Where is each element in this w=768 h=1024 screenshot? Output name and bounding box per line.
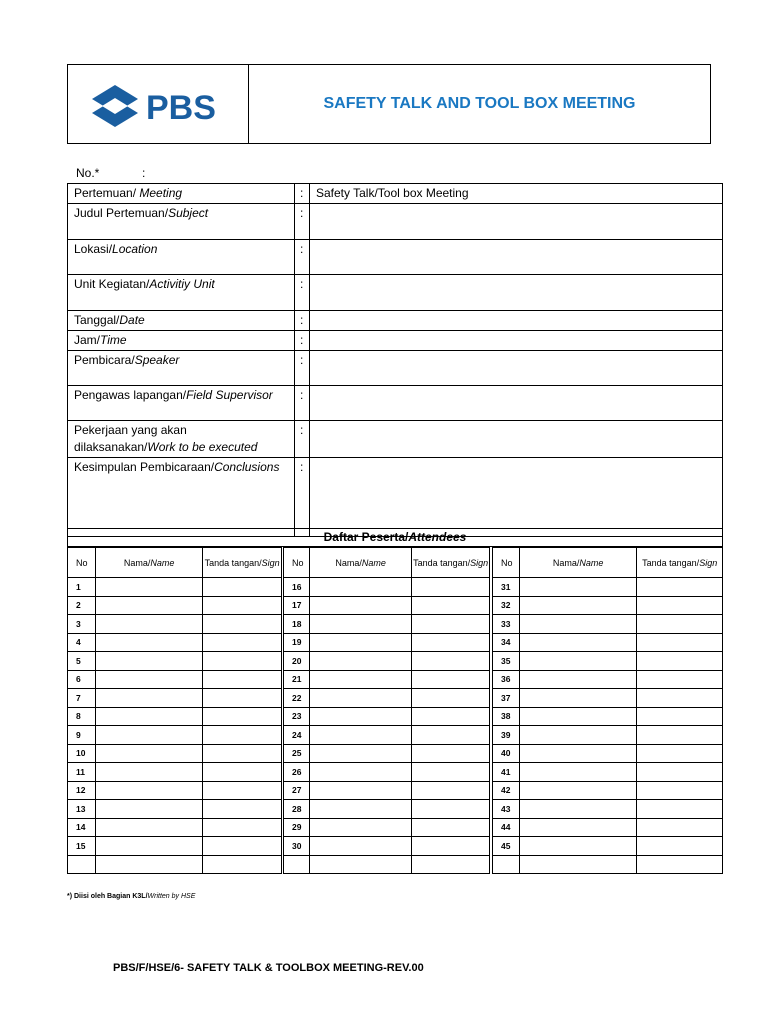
attendee-name-field[interactable] bbox=[309, 744, 411, 763]
footnote-prefix: *) Diisi oleh Bagian K3L/ bbox=[67, 893, 148, 900]
attendee-number: 17 bbox=[284, 596, 310, 615]
attendee-row bbox=[68, 726, 282, 745]
attendees-table-1 bbox=[67, 547, 282, 874]
attendee-name-field[interactable] bbox=[519, 596, 636, 615]
attendee-name-field[interactable] bbox=[309, 763, 411, 782]
attendee-row bbox=[68, 855, 282, 874]
meeting-info-table bbox=[67, 183, 723, 537]
info-label-id: Kesimpulan Pembicaraan/ bbox=[74, 460, 215, 474]
attendee-name-field[interactable] bbox=[309, 652, 411, 671]
attendee-name-field[interactable] bbox=[519, 781, 636, 800]
attendee-row bbox=[284, 596, 490, 615]
info-colon: : bbox=[295, 184, 310, 204]
attendee-header-row bbox=[493, 548, 723, 578]
attendee-row bbox=[493, 652, 723, 671]
attendee-name-field[interactable] bbox=[519, 855, 636, 874]
attendees-title-id: Daftar Peserta/ bbox=[323, 530, 409, 544]
attendee-name-field[interactable] bbox=[95, 763, 202, 782]
attendee-row bbox=[284, 615, 490, 634]
attendee-row bbox=[493, 578, 723, 597]
attendee-number: 7 bbox=[68, 689, 96, 708]
attendee-sign-field[interactable] bbox=[637, 855, 723, 874]
col-name-en: Name bbox=[579, 557, 604, 568]
attendee-row bbox=[284, 744, 490, 763]
attendee-sign-field[interactable] bbox=[203, 578, 282, 597]
attendee-row bbox=[68, 763, 282, 782]
col-sign-id: Tanda tangan/ bbox=[413, 557, 471, 568]
col-no-header: No bbox=[493, 548, 520, 578]
attendee-sign-field[interactable] bbox=[412, 707, 490, 726]
info-label-id: Judul Pertemuan/ bbox=[74, 206, 169, 220]
col-sign-en: Sign bbox=[699, 557, 718, 568]
attendee-number: 19 bbox=[284, 633, 310, 652]
attendee-row bbox=[284, 781, 490, 800]
footnote-suffix: Written by HSE bbox=[147, 893, 196, 900]
attendee-number: 18 bbox=[284, 615, 310, 634]
attendee-name-field[interactable] bbox=[309, 800, 411, 819]
attendee-number: 44 bbox=[493, 818, 520, 837]
attendee-name-field[interactable] bbox=[519, 818, 636, 837]
attendee-name-field[interactable] bbox=[95, 855, 202, 874]
attendee-name-field[interactable] bbox=[95, 596, 202, 615]
attendee-name-field[interactable] bbox=[309, 615, 411, 634]
attendee-row bbox=[68, 615, 282, 634]
info-value-field[interactable]: Safety Talk/Tool box Meeting bbox=[310, 184, 723, 204]
attendee-number: 43 bbox=[493, 800, 520, 819]
attendees-title-en: Attendees bbox=[408, 530, 467, 544]
info-row bbox=[68, 351, 723, 386]
attendee-number: 14 bbox=[68, 818, 96, 837]
attendee-row bbox=[68, 781, 282, 800]
attendee-name-field[interactable] bbox=[519, 837, 636, 856]
attendee-name-field[interactable] bbox=[95, 633, 202, 652]
attendee-number: 34 bbox=[493, 633, 520, 652]
attendee-name-field[interactable] bbox=[519, 800, 636, 819]
info-row bbox=[68, 311, 723, 331]
attendee-sign-field[interactable] bbox=[637, 633, 723, 652]
logo-cell bbox=[68, 65, 249, 143]
doc-number-colon: : bbox=[142, 166, 146, 180]
attendee-number: 25 bbox=[284, 744, 310, 763]
info-label bbox=[68, 458, 295, 537]
attendee-sign-field[interactable] bbox=[637, 726, 723, 745]
info-label bbox=[68, 331, 295, 351]
attendee-name-field[interactable] bbox=[519, 615, 636, 634]
info-colon: : bbox=[295, 421, 310, 458]
attendee-number: 45 bbox=[493, 837, 520, 856]
attendee-row bbox=[284, 855, 490, 874]
info-label-en: Date bbox=[119, 313, 145, 327]
info-colon: : bbox=[295, 275, 310, 311]
attendee-row bbox=[68, 596, 282, 615]
col-name-id: Nama/ bbox=[335, 557, 362, 568]
info-label-id: Pekerjaan yang akan dilaksanakan/ bbox=[74, 423, 187, 454]
attendee-sign-field[interactable] bbox=[637, 800, 723, 819]
attendee-row bbox=[493, 670, 723, 689]
info-colon: : bbox=[295, 351, 310, 386]
attendee-row bbox=[493, 707, 723, 726]
info-label bbox=[68, 204, 295, 240]
info-value-field[interactable] bbox=[310, 351, 723, 386]
attendee-row bbox=[493, 689, 723, 708]
info-value-field[interactable] bbox=[310, 458, 723, 537]
info-label-en: Conclusions bbox=[214, 460, 280, 474]
attendee-row bbox=[493, 855, 723, 874]
info-row bbox=[68, 204, 723, 240]
attendee-sign-field[interactable] bbox=[412, 726, 490, 745]
attendee-name-field[interactable] bbox=[95, 689, 202, 708]
attendee-number: 8 bbox=[68, 707, 96, 726]
col-name-id: Nama/ bbox=[123, 557, 151, 568]
form-code: PBS/F/HSE/6- SAFETY TALK & TOOLBOX MEETING-REV.00 bbox=[113, 962, 424, 974]
attendee-name-field[interactable] bbox=[95, 837, 202, 856]
attendee-name-field[interactable] bbox=[95, 615, 202, 634]
attendee-sign-field[interactable] bbox=[203, 818, 282, 837]
attendee-number bbox=[493, 855, 520, 874]
attendee-name-field[interactable] bbox=[95, 578, 202, 597]
attendee-number: 29 bbox=[284, 818, 310, 837]
attendee-sign-field[interactable] bbox=[637, 744, 723, 763]
attendee-sign-field[interactable] bbox=[637, 578, 723, 597]
attendee-row bbox=[284, 633, 490, 652]
attendee-sign-field[interactable] bbox=[412, 818, 490, 837]
attendee-name-field[interactable] bbox=[309, 707, 411, 726]
attendee-row bbox=[284, 578, 490, 597]
attendee-row bbox=[493, 763, 723, 782]
attendee-row bbox=[493, 837, 723, 856]
col-sign-header bbox=[637, 548, 723, 578]
attendee-row bbox=[284, 689, 490, 708]
attendee-name-field[interactable] bbox=[309, 837, 411, 856]
attendee-sign-field[interactable] bbox=[203, 596, 282, 615]
attendee-number bbox=[68, 855, 96, 874]
info-label-id: Pertemuan/ bbox=[74, 186, 137, 200]
doc-number bbox=[76, 166, 146, 180]
attendee-sign-field[interactable] bbox=[412, 855, 490, 874]
info-label bbox=[68, 386, 295, 421]
attendee-name-field[interactable] bbox=[309, 818, 411, 837]
document-header bbox=[67, 64, 711, 144]
attendee-row bbox=[493, 781, 723, 800]
col-name-header bbox=[519, 548, 636, 578]
attendee-name-field[interactable] bbox=[309, 596, 411, 615]
attendee-number: 12 bbox=[68, 781, 96, 800]
attendee-number bbox=[284, 855, 310, 874]
attendee-number: 21 bbox=[284, 670, 310, 689]
attendee-number: 1 bbox=[68, 578, 96, 597]
attendee-number: 16 bbox=[284, 578, 310, 597]
info-label-en: Activitiy Unit bbox=[149, 277, 215, 291]
attendee-row bbox=[284, 707, 490, 726]
attendee-name-field[interactable] bbox=[95, 707, 202, 726]
info-label bbox=[68, 240, 295, 275]
attendee-sign-field[interactable] bbox=[637, 596, 723, 615]
attendee-number: 28 bbox=[284, 800, 310, 819]
attendee-sign-field[interactable] bbox=[412, 837, 490, 856]
info-colon: : bbox=[295, 386, 310, 421]
attendee-number: 15 bbox=[68, 837, 96, 856]
attendee-name-field[interactable] bbox=[309, 781, 411, 800]
info-label-en: Location bbox=[112, 242, 158, 256]
info-label bbox=[68, 421, 295, 458]
attendee-number: 38 bbox=[493, 707, 520, 726]
attendee-number: 32 bbox=[493, 596, 520, 615]
info-label bbox=[68, 184, 295, 204]
attendee-row bbox=[284, 800, 490, 819]
info-colon: : bbox=[295, 331, 310, 351]
attendee-sign-field[interactable] bbox=[637, 615, 723, 634]
attendee-row bbox=[284, 652, 490, 671]
attendee-row bbox=[284, 763, 490, 782]
attendee-sign-field[interactable] bbox=[637, 707, 723, 726]
info-label-id: Unit Kegiatan/ bbox=[74, 277, 150, 291]
attendee-sign-field[interactable] bbox=[637, 837, 723, 856]
info-label-en: Field Supervisor bbox=[186, 388, 273, 402]
attendee-name-field[interactable] bbox=[309, 670, 411, 689]
attendee-number: 30 bbox=[284, 837, 310, 856]
info-label-en: Time bbox=[100, 333, 127, 347]
attendee-sign-field[interactable] bbox=[203, 670, 282, 689]
attendee-sign-field[interactable] bbox=[203, 781, 282, 800]
info-row bbox=[68, 240, 723, 275]
document-title: SAFETY TALK AND TOOL BOX MEETING bbox=[323, 95, 636, 112]
attendee-row bbox=[493, 633, 723, 652]
info-label-en: Meeting bbox=[136, 186, 183, 200]
attendee-number: 11 bbox=[68, 763, 96, 782]
col-name-id: Nama/ bbox=[552, 557, 580, 568]
attendee-sign-field[interactable] bbox=[637, 781, 723, 800]
info-row bbox=[68, 458, 723, 537]
attendee-sign-field[interactable] bbox=[203, 615, 282, 634]
attendee-number: 10 bbox=[68, 744, 96, 763]
attendee-name-field[interactable] bbox=[309, 633, 411, 652]
attendee-sign-field[interactable] bbox=[203, 800, 282, 819]
attendee-sign-field[interactable] bbox=[203, 726, 282, 745]
info-row bbox=[68, 184, 723, 204]
info-value-field[interactable] bbox=[310, 386, 723, 421]
attendee-row bbox=[284, 726, 490, 745]
info-value-field[interactable] bbox=[310, 240, 723, 275]
attendee-name-field[interactable] bbox=[95, 670, 202, 689]
attendee-row bbox=[493, 615, 723, 634]
attendee-number: 23 bbox=[284, 707, 310, 726]
attendee-name-field[interactable] bbox=[95, 800, 202, 819]
attendee-name-field[interactable] bbox=[309, 855, 411, 874]
attendee-name-field[interactable] bbox=[95, 726, 202, 745]
attendee-name-field[interactable] bbox=[519, 670, 636, 689]
info-colon: : bbox=[295, 311, 310, 331]
col-sign-en: Sign bbox=[261, 557, 280, 568]
attendee-number: 3 bbox=[68, 615, 96, 634]
attendee-number: 41 bbox=[493, 763, 520, 782]
attendee-number: 5 bbox=[68, 652, 96, 671]
attendee-sign-field[interactable] bbox=[203, 744, 282, 763]
info-label-id: Pembicara/ bbox=[74, 353, 135, 367]
attendee-sign-field[interactable] bbox=[203, 763, 282, 782]
attendee-sign-field[interactable] bbox=[637, 763, 723, 782]
attendee-row bbox=[68, 652, 282, 671]
attendee-row bbox=[68, 578, 282, 597]
info-label-id: Jam/ bbox=[74, 333, 101, 347]
attendee-name-field[interactable] bbox=[519, 689, 636, 708]
attendee-row bbox=[68, 689, 282, 708]
attendees-table-3 bbox=[492, 547, 723, 874]
attendee-sign-field[interactable] bbox=[412, 596, 490, 615]
col-no-header: No bbox=[284, 548, 310, 578]
attendee-row bbox=[68, 800, 282, 819]
info-label-id: Pengawas lapangan/ bbox=[74, 388, 187, 402]
info-value-field[interactable] bbox=[310, 331, 723, 351]
attendee-name-field[interactable] bbox=[519, 707, 636, 726]
attendee-row bbox=[68, 670, 282, 689]
attendee-sign-field[interactable] bbox=[203, 837, 282, 856]
info-label bbox=[68, 275, 295, 311]
attendee-sign-field[interactable] bbox=[412, 615, 490, 634]
attendee-row bbox=[68, 818, 282, 837]
col-no-header: No bbox=[68, 548, 96, 578]
info-value-field[interactable] bbox=[310, 204, 723, 240]
attendee-sign-field[interactable] bbox=[637, 652, 723, 671]
info-value-field[interactable] bbox=[310, 275, 723, 311]
attendee-sign-field[interactable] bbox=[203, 689, 282, 708]
info-colon: : bbox=[295, 240, 310, 275]
attendee-sign-field[interactable] bbox=[412, 763, 490, 782]
col-name-header bbox=[95, 548, 202, 578]
attendee-name-field[interactable] bbox=[95, 744, 202, 763]
attendee-sign-field[interactable] bbox=[203, 633, 282, 652]
info-label-en: Subject bbox=[168, 206, 209, 220]
attendee-number: 26 bbox=[284, 763, 310, 782]
attendee-name-field[interactable] bbox=[519, 652, 636, 671]
attendee-number: 13 bbox=[68, 800, 96, 819]
attendee-number: 39 bbox=[493, 726, 520, 745]
attendee-row bbox=[284, 818, 490, 837]
attendee-row bbox=[68, 633, 282, 652]
info-colon: : bbox=[295, 204, 310, 240]
attendee-sign-field[interactable] bbox=[203, 652, 282, 671]
attendee-row bbox=[493, 818, 723, 837]
logo-text: PBS bbox=[146, 89, 216, 127]
footnote bbox=[67, 893, 195, 900]
col-name-en: Name bbox=[361, 557, 386, 568]
attendee-sign-field[interactable] bbox=[203, 855, 282, 874]
attendee-name-field[interactable] bbox=[519, 578, 636, 597]
info-colon: : bbox=[295, 458, 310, 537]
attendee-number: 31 bbox=[493, 578, 520, 597]
info-label-id: Lokasi/ bbox=[74, 242, 113, 256]
attendee-number: 24 bbox=[284, 726, 310, 745]
attendee-number: 37 bbox=[493, 689, 520, 708]
attendee-row bbox=[493, 726, 723, 745]
attendee-name-field[interactable] bbox=[309, 689, 411, 708]
info-label-id: Tanggal/ bbox=[74, 313, 120, 327]
attendee-number: 9 bbox=[68, 726, 96, 745]
info-label bbox=[68, 351, 295, 386]
col-name-en: Name bbox=[150, 557, 175, 568]
attendee-sign-field[interactable] bbox=[412, 744, 490, 763]
attendee-sign-field[interactable] bbox=[637, 689, 723, 708]
info-label bbox=[68, 311, 295, 331]
attendee-number: 35 bbox=[493, 652, 520, 671]
info-row bbox=[68, 421, 723, 458]
attendee-row bbox=[284, 837, 490, 856]
attendee-number: 2 bbox=[68, 596, 96, 615]
col-sign-id: Tanda tangan/ bbox=[204, 557, 262, 568]
col-sign-header bbox=[412, 548, 490, 578]
col-sign-en: Sign bbox=[470, 557, 489, 568]
attendee-number: 36 bbox=[493, 670, 520, 689]
attendee-number: 40 bbox=[493, 744, 520, 763]
info-label-en: Speaker bbox=[134, 353, 180, 367]
attendee-name-field[interactable] bbox=[95, 818, 202, 837]
col-sign-header bbox=[203, 548, 282, 578]
attendee-row bbox=[493, 744, 723, 763]
attendee-row bbox=[493, 800, 723, 819]
col-name-header bbox=[309, 548, 411, 578]
attendee-number: 22 bbox=[284, 689, 310, 708]
attendee-number: 4 bbox=[68, 633, 96, 652]
attendee-row bbox=[68, 707, 282, 726]
attendee-sign-field[interactable] bbox=[637, 670, 723, 689]
info-value-field[interactable] bbox=[310, 311, 723, 331]
attendee-header-row bbox=[68, 548, 282, 578]
attendee-row bbox=[68, 837, 282, 856]
attendee-name-field[interactable] bbox=[95, 652, 202, 671]
attendee-row bbox=[284, 670, 490, 689]
attendee-sign-field[interactable] bbox=[412, 578, 490, 597]
attendee-name-field[interactable] bbox=[519, 633, 636, 652]
attendee-name-field[interactable] bbox=[309, 578, 411, 597]
attendee-name-field[interactable] bbox=[519, 726, 636, 745]
attendee-sign-field[interactable] bbox=[637, 818, 723, 837]
attendee-name-field[interactable] bbox=[519, 744, 636, 763]
attendee-sign-field[interactable] bbox=[412, 670, 490, 689]
attendee-row bbox=[493, 596, 723, 615]
attendee-sign-field[interactable] bbox=[412, 652, 490, 671]
attendee-sign-field[interactable] bbox=[412, 633, 490, 652]
attendee-sign-field[interactable] bbox=[412, 781, 490, 800]
info-row bbox=[68, 386, 723, 421]
info-label-en: Work to be executed bbox=[147, 440, 258, 454]
attendee-name-field[interactable] bbox=[519, 763, 636, 782]
attendee-number: 20 bbox=[284, 652, 310, 671]
attendees-title bbox=[67, 528, 723, 547]
pbs-logo bbox=[90, 81, 230, 131]
attendee-header-row bbox=[284, 548, 490, 578]
attendee-sign-field[interactable] bbox=[203, 707, 282, 726]
doc-number-label: No.* bbox=[76, 166, 100, 180]
attendee-number: 6 bbox=[68, 670, 96, 689]
attendee-number: 42 bbox=[493, 781, 520, 800]
info-row bbox=[68, 331, 723, 351]
attendee-row bbox=[68, 744, 282, 763]
attendee-name-field[interactable] bbox=[309, 726, 411, 745]
attendee-sign-field[interactable] bbox=[412, 689, 490, 708]
attendee-number: 33 bbox=[493, 615, 520, 634]
attendees-table-2 bbox=[283, 547, 490, 874]
attendee-sign-field[interactable] bbox=[412, 800, 490, 819]
info-row bbox=[68, 275, 723, 311]
attendee-name-field[interactable] bbox=[95, 781, 202, 800]
attendee-number: 27 bbox=[284, 781, 310, 800]
col-sign-id: Tanda tangan/ bbox=[642, 557, 700, 568]
info-value-field[interactable] bbox=[310, 421, 723, 458]
